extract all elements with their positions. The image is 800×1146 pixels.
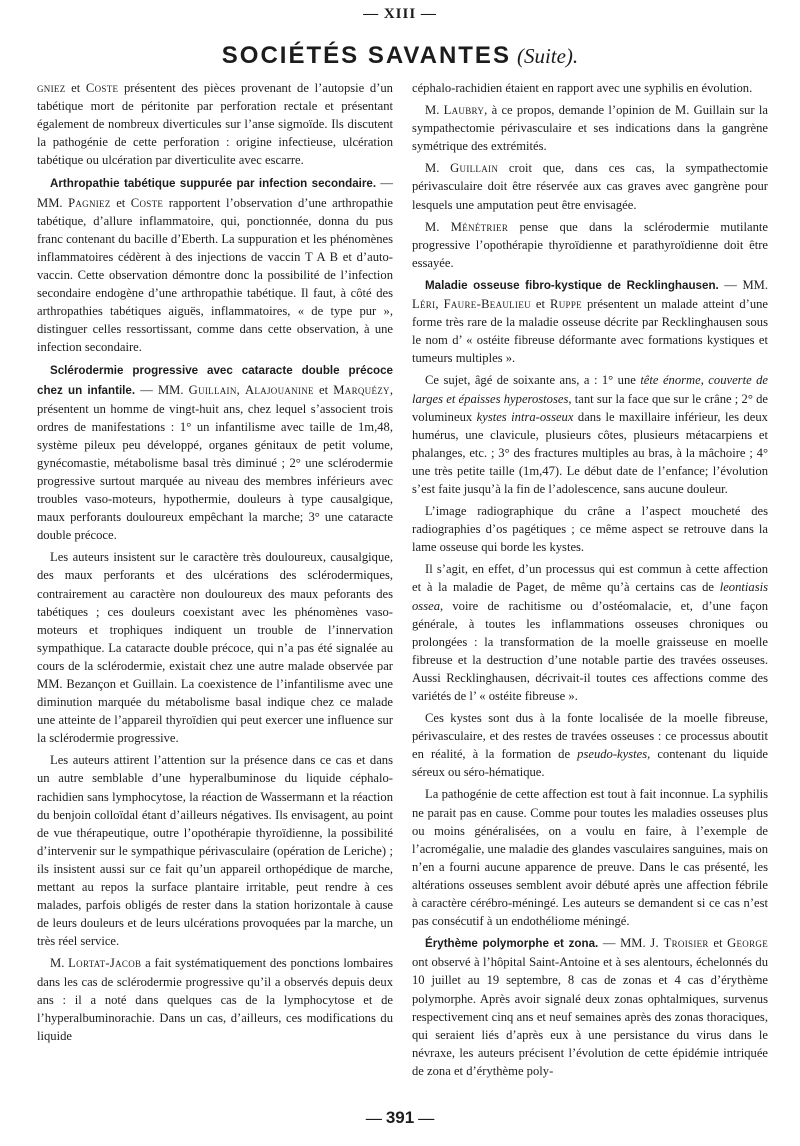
paragraph-text: , à ce propos, demande l’opinion de M. Guillain sur la sympathectomie périvasculaire et ses indications dans la gangrène symétrique des extrémités.: [412, 103, 768, 154]
paragraph: [412, 159, 768, 213]
author-name: J. Troisier: [650, 936, 709, 951]
text-run: — MM.: [37, 176, 393, 210]
communication-paragraph: [37, 361, 393, 544]
paragraph: [412, 101, 768, 155]
page-footer: [0, 1108, 800, 1128]
text-run: et: [110, 195, 131, 210]
paragraph: céphalo-rachidien étaient en rapport avec une syphilis en évolution.: [412, 81, 753, 95]
communication-heading: Érythème polymorphe et zona.: [425, 937, 599, 951]
footer-dash: —: [365, 1110, 386, 1127]
paragraph-text: croit que, dans ces cas, la sympathectomie périvasculaire doit être réservée aux cas graves avec gangrène pour lesquels une amputation peut être envisagée.: [412, 161, 769, 212]
text-run: ,: [236, 382, 245, 397]
paragraph: [412, 218, 768, 272]
author-name: Léri: [412, 297, 436, 312]
author-name: Ménétrier: [450, 219, 509, 234]
paragraph-text: présentent un malade atteint d’une forme très rare de la maladie osseuse décrite par Recklinghausen sous le nom d’ « ostéite fibreuse déformante avec formations kystiques et tumeurs multiples ».: [412, 297, 768, 366]
right-column: [412, 79, 768, 1084]
communication-paragraph: [412, 276, 768, 367]
paragraph: Les auteurs attirent l’attention sur la présence dans ce cas et dans un autre semblable d’une hyperalbuminose du liquide céphalo-rachidien sans lymphocytose, la réaction de Wassermann et la réaction du benjoin colloïdal étant d’ailleurs négatives. Ils envisagent, au point de vue thérapeutique, outre l’opothérapie thyroïdienne, la possibilité d’intervenir sur le sympathique périvasculaire (opération de Leriche) ; ils insistent aussi sur ce fait qu’un appareil orthopédique de marche, mettant au repos la surface plantaire irritable, peut rendre à ces malades, parfois obligés de rester dans la station horizontale à cause de leurs douleurs et de leurs ulcérations provoquées par la marche, un très réel service.: [37, 753, 393, 949]
text-run: Ce sujet, âgé de soixante ans, a : 1° une: [425, 373, 641, 388]
text-run: , contenant du liquide séreux ou séro-hématique.: [412, 747, 768, 780]
paragraph-text: , présentent un homme de vingt-huit ans, chez lequel s’associent trois ordres de manifestations : 1° un infantilisme avec taille de 1m,48, système pileux peu développé, organes génitaux de petit volume, gynécomastie, métabolisme basal très diminué ; 2° une sclérodermie progressive surtout marquée au niveau des membres inférieurs avec troubles vaso-moteurs, hypothermie, douleurs à type causalgique, maux perforants douloureux empêchant la marche; 3° une cataracte double précoce.: [37, 382, 394, 543]
paragraph: La pathogénie de cette affection est tout à fait inconnue. La syphilis ne parait pas en cause. Comme pour toutes les maladies osseuses plus ou moins généralisées, on a voulu en faire, à l’exemple de l’acromégalie, une maladie des glandes vasculaires sanguines, mais on n’en a fourni aucune apparence de preuve. Dans le cas présenté, les altérations osseuses semblent avoir débuté après une affection fébrile à caractère cérébro-méningé. Les auteurs se demandent si ce cas n’est pas consécutif à un endothéliome méningé.: [412, 787, 769, 929]
italic-text: tête énorme, couverte de larges et épaisses hyperostoses: [412, 373, 769, 406]
communication-paragraph: [412, 934, 768, 1080]
left-column: [37, 79, 393, 1049]
author-name: Guillain: [188, 382, 237, 397]
author-name: Guillain: [450, 161, 499, 176]
author-name: Ruppe: [550, 297, 582, 312]
footer-dash: —: [414, 1110, 435, 1127]
roman-page-number: — XIII —: [363, 6, 437, 22]
author-name: Laubry: [443, 103, 485, 118]
author-name: Faure-Beaulieu: [443, 297, 531, 312]
communication-paragraph: [37, 174, 393, 356]
text-run: , voire de rachitisme ou d’ostéomalacie, et, d’une façon générale, à toutes les inflammations osseuses chroniques ou prolongées : la transformation de la moelle graisseuse en moelle fibreuse et la destruction d’une notable partie des travées osseuses. Aussi Recklinghausen, décrivait-il toutes ces affections comme des variétés de l’ « ostéite fibreuse ».: [412, 598, 768, 703]
author-name: Marquézy: [333, 382, 390, 397]
italic-text: pseudo-kystes: [577, 747, 648, 762]
section-title-suite: (Suite).: [516, 44, 579, 68]
author-name: Coste: [130, 195, 164, 210]
text-run: M.: [425, 161, 451, 176]
text-run: M.: [425, 103, 444, 118]
text-run: — MM.: [718, 277, 768, 292]
paragraph-text: pense que dans la sclérodermie mutilante progressive l’opothérapie thyroïdienne et parathyroïdienne doit être essayée.: [412, 219, 768, 270]
communication-heading: Maladie osseuse fibro-kystique de Recklinghausen.: [425, 278, 719, 292]
paragraph: [37, 79, 393, 169]
text-run: et: [65, 81, 86, 95]
page-number: 391: [385, 1108, 415, 1127]
author-name: Coste: [85, 81, 119, 95]
text-run: , tant sur la face que sur le crâne ; 2° de volumineux: [412, 391, 768, 424]
text-run: M.: [425, 219, 451, 234]
text-run: Il s’agit, en effet, d’un processus qui est commun à cette affection et à la maladie de Paget, de même qu’à certains cas de: [412, 562, 768, 595]
paragraph-text: présentent des pièces provenant de l’autopsie d’un tabétique mort de péritonite par perforation rectale et présentant également de nombreux diverticules sur l’anse sigmoïde. Ils discutent la pathogénie de cette perforation : origine infectieuse, ulcération tabétique ou ulcération par diverticulite avec escarre.: [37, 81, 393, 168]
author-name: Lortat-Jacob: [68, 956, 142, 971]
text-run: M.: [50, 956, 69, 971]
italic-text: kystes intra-osseux: [476, 409, 574, 424]
paragraph: L’image radiographique du crâne a l’aspect moucheté des radiographies d’os pagétiques ; ce même aspect se retrouve dans la lame osseuse qui borde les kystes.: [412, 504, 768, 555]
text-run: dans le maxillaire inférieur, les deux humérus, une clavicule, plusieurs côtes, plusieurs métacarpiens et phalanges, etc. ; 3° des fractures multiples au bras, à la mâchoire ; 4° une très petite taille (1m,47). Le début date de l’enfance; l’évolution s’est faite jusqu’à la fin de l’adolescence, sans aucune douleur.: [412, 409, 768, 496]
text-run: — MM.: [598, 936, 651, 951]
paragraph-text: rapportent l’observation d’une arthropathie tabétique, d’allure inflammatoire, qui, ponctionnée, donna du pus franc contenant du bacille d’Eberth. La suppuration et les phénomènes inflammatoires cédèrent à des injections de vaccin T A B et d’auto-vaccin. Cette observation démontre donc la possibilité de l’infection secondaire endogène d’une arthropathie tabétique. Il faut, à côté des arthropathies tabétiques aiguës, inflammatoires, « de type pur », distinguer celles ressortissant, comme dans cette observation, à une infection secondaire.: [37, 195, 393, 355]
paragraph: Les auteurs insistent sur le caractère très douloureux, causalgique, des maux perforants et des ulcérations des sclérodermiques, contrairement au caractère non douloureux des maux peforants des tabétiques ; ces douleurs coexistant avec les phénomènes vaso-moteurs et trophiques indiquent un trouble de l’innervation sympathique. La cataracte double précoce, qui n’a pas été signalée au cours de la sclérodermie, existait chez une autre malade observée par MM. Bezançon et Guillain. La coexistence de l’infantilisme avec une diminution marquée du métabolisme basal indique chez ce malade une atteinte de l’appareil thyroïdien qui peut exercer une influence sur la sclérodermie progressive.: [37, 550, 393, 746]
communication-heading: Arthropathie tabétique suppurée par infection secondaire.: [50, 177, 377, 191]
author-name: Alajouanine: [244, 382, 314, 397]
section-title-text: SOCIÉTÉS SAVANTES: [221, 42, 511, 69]
text-run: et: [708, 936, 728, 951]
section-title: [0, 42, 800, 70]
text-run: et: [530, 297, 551, 312]
paragraph: [412, 709, 768, 781]
author-name: Pagniez: [68, 195, 111, 210]
italic-text: leontiasis ossea: [412, 580, 768, 613]
text-run: Ces kystes sont dus à la fonte localisée de la moelle fibreuse, périvasculaire, et des restes de travées osseuses : ce processus aboutit en réalité, à la formation de: [412, 711, 768, 762]
author-name: George: [727, 936, 768, 951]
paragraph-text: ont observé à l’hôpital Saint-Antoine et à ses alentours, échelonnés du 10 juillet au 19 septembre, 8 cas de zonas et 4 cas d’érythème polymorphe. Après avoir signalé deux zonas ophtalmiques, survenus respectivement cinq ans et neuf semaines après des zonas thoraciques, qui seraient liés d’après eux à une persistance du virus dans le névraxe, les auteurs précisent l’évolution de cette épidémie intriquée de zona et d’érythème poly-: [412, 955, 768, 1078]
text-run: — MM.: [135, 382, 189, 397]
author-name: gniez: [37, 81, 66, 95]
paragraph: [412, 560, 768, 705]
communication-heading: Sclérodermie progressive avec cataracte double précoce chez un infantile.: [37, 364, 393, 397]
paragraph: [37, 954, 393, 1044]
paragraph: [412, 371, 768, 498]
paragraph-text: a fait systématiquement des ponctions lombaires dans les cas de sclérodermie progressive qu’il a observés depuis deux ans : il a noté dans quelques cas de la lymphocytose et de l’hyperalbuminorachie. Dans un cas, d’ailleurs, ces modifications du liquide: [37, 956, 393, 1043]
text-run: ,: [435, 297, 444, 312]
text-run: et: [313, 382, 334, 397]
